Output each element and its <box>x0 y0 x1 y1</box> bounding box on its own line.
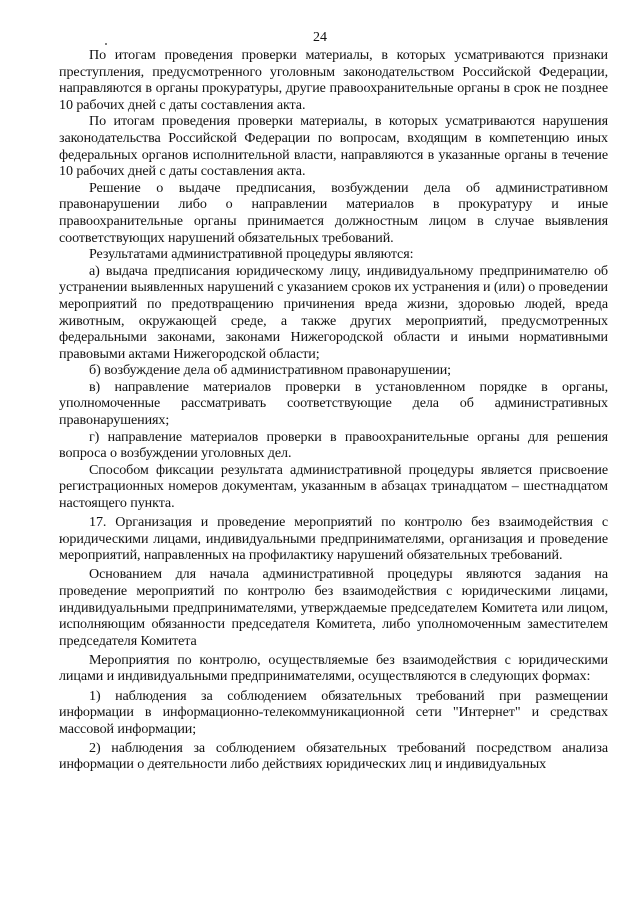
list-item-v: в) направление материалов проверки в установленном порядке в органы, уполномоченные рассматривать соответствующие дела об административных правонарушениях; <box>59 378 608 429</box>
list-item-b: б) возбуждение дела об административном правонарушении; <box>89 362 451 379</box>
section-17-heading: 17. Организация и проведение мероприятий по контролю без взаимодействия с юридическими лицами, индивидуальными предпринимателями, организация и проведение мероприятий, направленных на профилактику нарушений обязательных требований. <box>59 514 608 564</box>
paragraph-forms-intro: Мероприятия по контролю, осуществляемые без взаимодействия с юридическими лицами и индивидуальными предпринимателями, осуществляются в следующих формах: <box>59 651 608 685</box>
list-item-1: 1) наблюдения за соблюдением обязательных требований при размещении информации в информационно-телекоммуникационной сети "Интернет" и средствах массовой информации; <box>59 687 608 737</box>
page-number: 24 <box>313 30 327 45</box>
paragraph-criminal-referral: По итогам проведения проверки материалы, в которых усматриваются признаки преступления, предусмотренного уголовным законодательством Российской Федерации, направляются в органы прокуратуры, другие правоохранительные органы в срок не позднее 10 рабочих дней с даты составления акта. <box>59 47 608 113</box>
paragraph-fixation: Способом фиксации результата административной процедуры является присвоение регистрационных номеров документам, указанным в абзацах тринадцатом – шестнадцатом настоящего пункта. <box>59 461 608 512</box>
paragraph-results-intro: Результатами административной процедуры являются: <box>89 246 414 263</box>
list-item-g: г) направление материалов проверки в правоохранительные органы для решения вопроса о возбуждении уголовных дел. <box>59 428 608 462</box>
list-item-2: 2) наблюдения за соблюдением обязательных требований посредством анализа информации о деятельности либо действиях юридических лиц и индивидуальных <box>59 739 608 773</box>
paragraph-basis: Основанием для начала административной процедуры являются задания на проведение мероприятий по контролю без взаимодействия с юридическими лицами, индивидуальными предпринимателями, утверждаемые председателем Комитета или лицом, исполняющим обязанности председателя Комитета, либо уполномоченным заместителем председателя Комитета <box>59 566 608 649</box>
document-body <box>59 47 608 773</box>
list-item-a: а) выдача предписания юридическому лицу, индивидуальному предпринимателю об устранении выявленных нарушений с указанием сроков их устранения и (или) о проведении мероприятий по предотвращению причинения вреда жизни, здоровью людей, вреда животным, окружающей среде, а также других мероприятий, предусмотренных федеральными законами, законами Нижегородской области и иными нормативными правовыми актами Нижегородской области; <box>59 262 608 362</box>
paragraph-decision: Решение о выдаче предписания, возбуждении дела об административном правонарушении либо о направлении материалов в прокуратуру и иные правоохранительные органы принимается должностным лицом в случае выявления соответствующих нарушений обязательных требований. <box>59 179 608 246</box>
paragraph-federal-referral: По итогам проведения проверки материалы, в которых усматриваются нарушения законодательства Российской Федерации по вопросам, входящим в компетенцию иных федеральных органов исполнительной власти, направляются в указанные органы в течение 10 рабочих дней с даты составления акта. <box>59 113 608 180</box>
